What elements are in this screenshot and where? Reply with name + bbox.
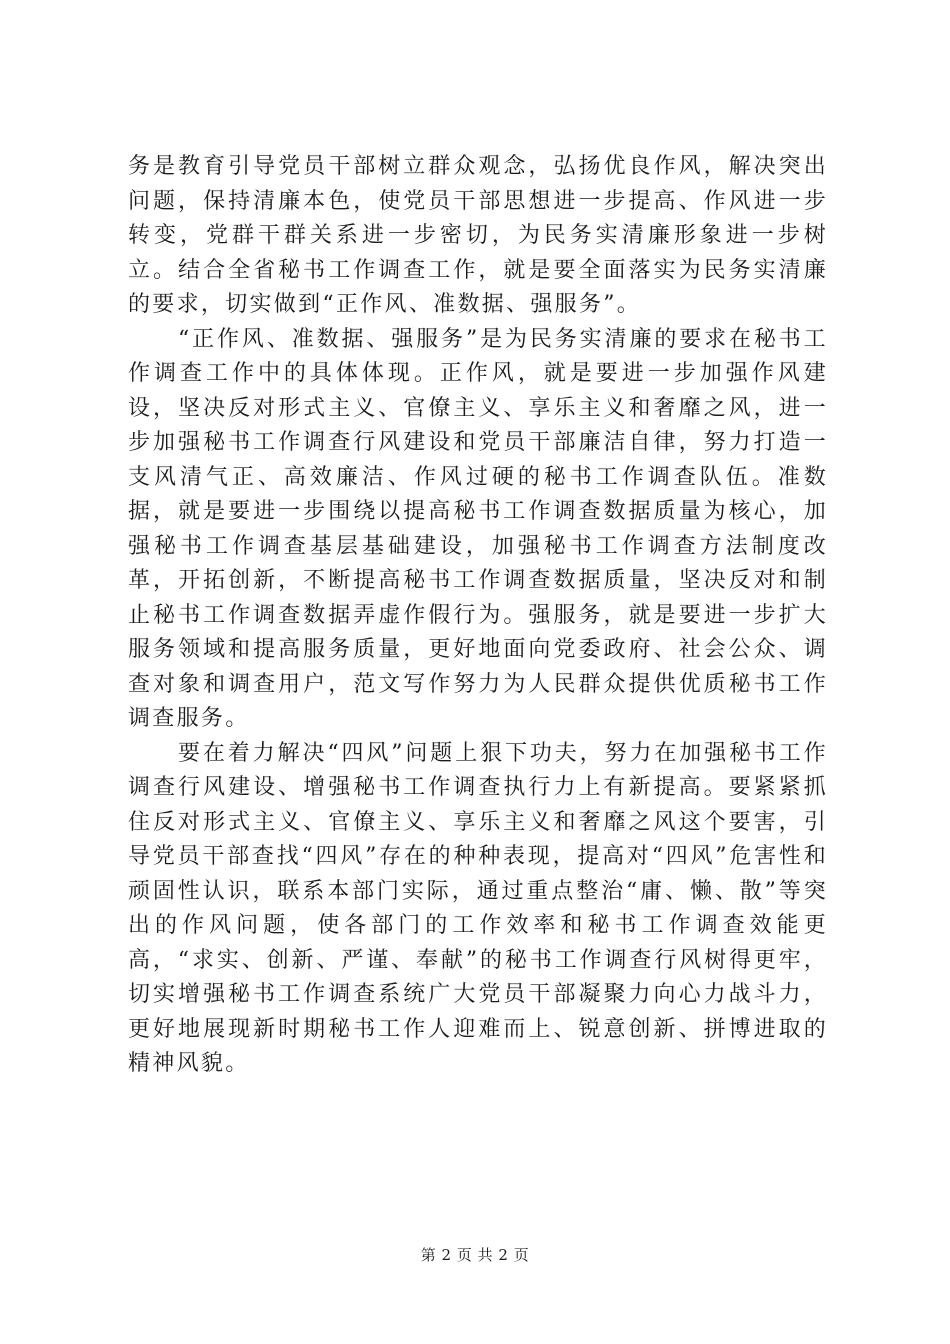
page-number-footer: 第 2 页 共 2 页	[420, 1246, 530, 1264]
paragraph-zhengzuofeng: “正作风、准数据、强服务”是为民务实清廉的要求在秘书工作调查工作中的具体体现。正作风，就是要进一步加强作风建设，坚决反对形式主义、官僚主义、享乐主义和奢靡之风，进一步加强秘书工作调查行风建设和党员干部廉洁自律，努力打造一支风清气正、高效廉洁、作风过硬的秘书工作调查队伍。准数据，就是要进一步围绕以提高秘书工作调查数据质量为核心，加强秘书工作调查基层基础建设，加强秘书工作调查方法制度改革，开拓创新，不断提高秘书工作调查数据质量，坚决反对和制止秘书工作调查数据弄虚作假行为。强服务，就是要进一步扩大服务领域和提高服务质量，更好地面向党委政府、社会公众、调查对象和调查用户，范文写作努力为人民群众提供优质秘书工作调查服务。	[128, 326, 828, 731]
document-body	[128, 150, 828, 1082]
paragraph-sifeng: 要在着力解决“四风”问题上狠下功夫，努力在加强秘书工作调查行风建设、增强秘书工作调查执行力上有新提高。要紧紧抓住反对形式主义、官僚主义、享乐主义和奢靡之风这个要害，引导党员干部查找“四风”存在的种种表现，提高对“四风”危害性和顽固性认识，联系本部门实际，通过重点整治“庸、懒、散”等突出的作风问题，使各部门的工作效率和秘书工作调查效能更高，“求实、创新、严谨、奉献”的秘书工作调查行风树得更牢，切实增强秘书工作调查系统广大党员干部凝聚力向心力战斗力，更好地展现新时期秘书工作人迎难而上、锐意创新、拼博进取的精神风貌。	[128, 740, 828, 1076]
paragraph-continuation: 务是教育引导党员干部树立群众观念，弘扬优良作风，解决突出问题，保持清廉本色，使党员干部思想进一步提高、作风进一步转变，党群干群关系进一步密切，为民务实清廉形象进一步树立。结合全省秘书工作调查工作，就是要全面落实为民务实清廉的要求，切实做到“正作风、准数据、强服务”。	[128, 154, 828, 317]
